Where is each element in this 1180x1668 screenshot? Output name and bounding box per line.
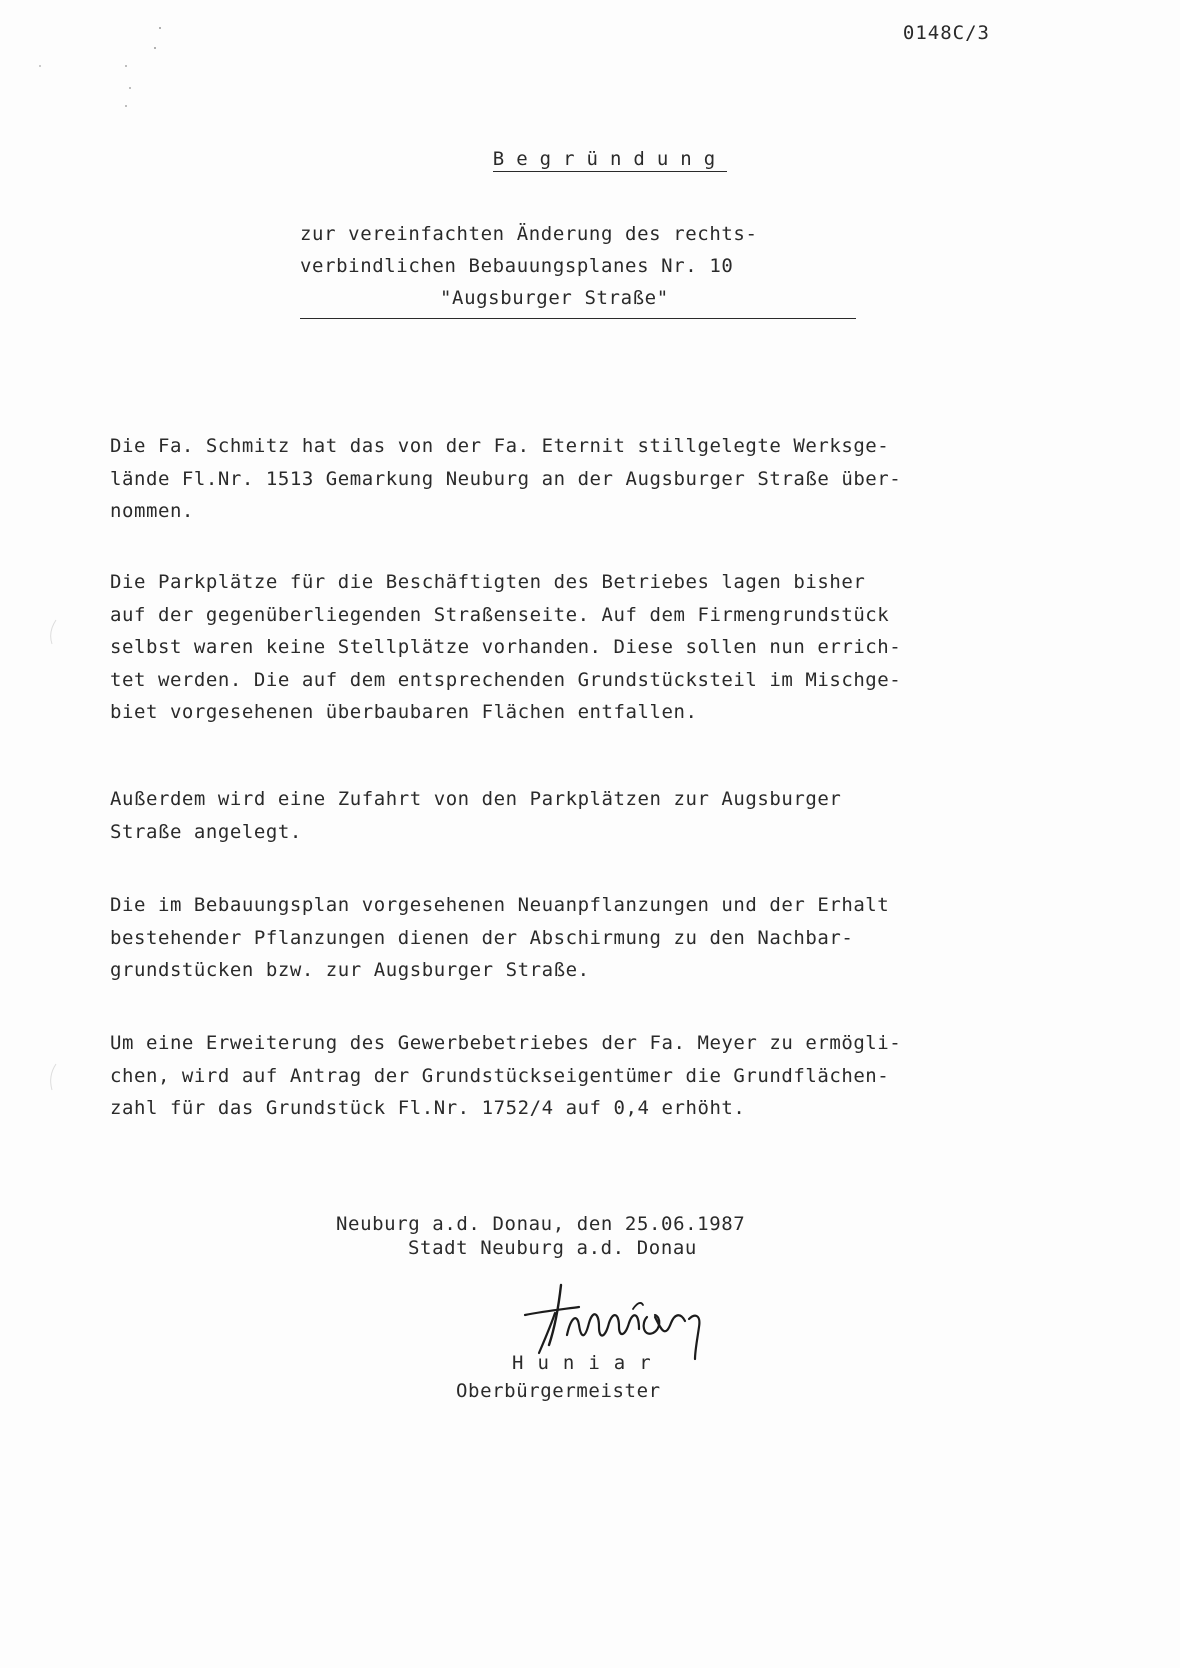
document-title — [0, 148, 1180, 172]
paragraph-line: chen, wird auf Antrag der Grundstückseigentümer die Grundflächen- — [110, 1064, 890, 1087]
paragraph-line: selbst waren keine Stellplätze vorhanden. Diese sollen nun errich- — [110, 636, 902, 658]
document-reference-number: 0148C/3 — [902, 22, 990, 44]
signer-title: Oberbürgermeister — [456, 1380, 661, 1402]
paragraph — [110, 783, 1060, 848]
handwritten-signature — [515, 1283, 735, 1363]
paragraph — [110, 430, 1060, 528]
paragraph-line: biet vorgesehenen überbaubaren Flächen entfallen. — [110, 701, 698, 723]
paragraph-line: Außerdem wird eine Zufahrt von den Parkplätzen zur Augsburger — [110, 788, 842, 810]
paragraph — [110, 889, 1060, 987]
paragraph-line: bestehender Pflanzungen dienen der Abschirmung zu den Nachbar- — [110, 926, 854, 949]
paragraph-line: Die Fa. Schmitz hat das von der Fa. Eternit stillgelegte Werksge- — [110, 435, 890, 457]
paragraph-line: nommen. — [110, 500, 194, 522]
subtitle-line: "Augsburger Straße" — [440, 287, 669, 309]
subtitle-line: zur vereinfachten Änderung des rechts- — [300, 223, 758, 245]
paragraph-line: Straße angelegt. — [110, 820, 302, 843]
paragraph-line: lände Fl.Nr. 1513 Gemarkung Neuburg an der Augsburger Straße über- — [110, 467, 902, 490]
signer-name: Huniar — [512, 1352, 665, 1374]
paragraph — [110, 1027, 1060, 1125]
paragraph-line: auf der gegenüberliegenden Straßenseite. Auf dem Firmengrundstück — [110, 603, 890, 626]
place-and-date: Neuburg a.d. Donau, den 25.06.1987 — [336, 1213, 746, 1235]
subtitle-underline — [300, 318, 856, 319]
paragraph-line: tet werden. Die auf dem entsprechenden Grundstücksteil im Mischge- — [110, 668, 902, 691]
issuing-authority: Stadt Neuburg a.d. Donau — [408, 1237, 697, 1259]
paragraph-line: Die Parkplätze für die Beschäftigten des Betriebes lagen bisher — [110, 571, 866, 593]
paragraph-line: Um eine Erweiterung des Gewerbebetriebes der Fa. Meyer zu ermögli- — [110, 1032, 902, 1054]
subtitle-line: verbindlichen Bebauungsplanes Nr. 10 — [300, 255, 734, 277]
paragraph — [110, 566, 1060, 729]
paragraph-line: zahl für das Grundstück Fl.Nr. 1752/4 auf 0,4 erhöht. — [110, 1097, 746, 1119]
paragraph-line: Die im Bebauungsplan vorgesehenen Neuanpflanzungen und der Erhalt — [110, 894, 890, 916]
paragraph-line: grundstücken bzw. zur Augsburger Straße. — [110, 959, 590, 981]
document-subtitle — [300, 218, 860, 314]
title-text: Begründung — [492, 148, 728, 170]
